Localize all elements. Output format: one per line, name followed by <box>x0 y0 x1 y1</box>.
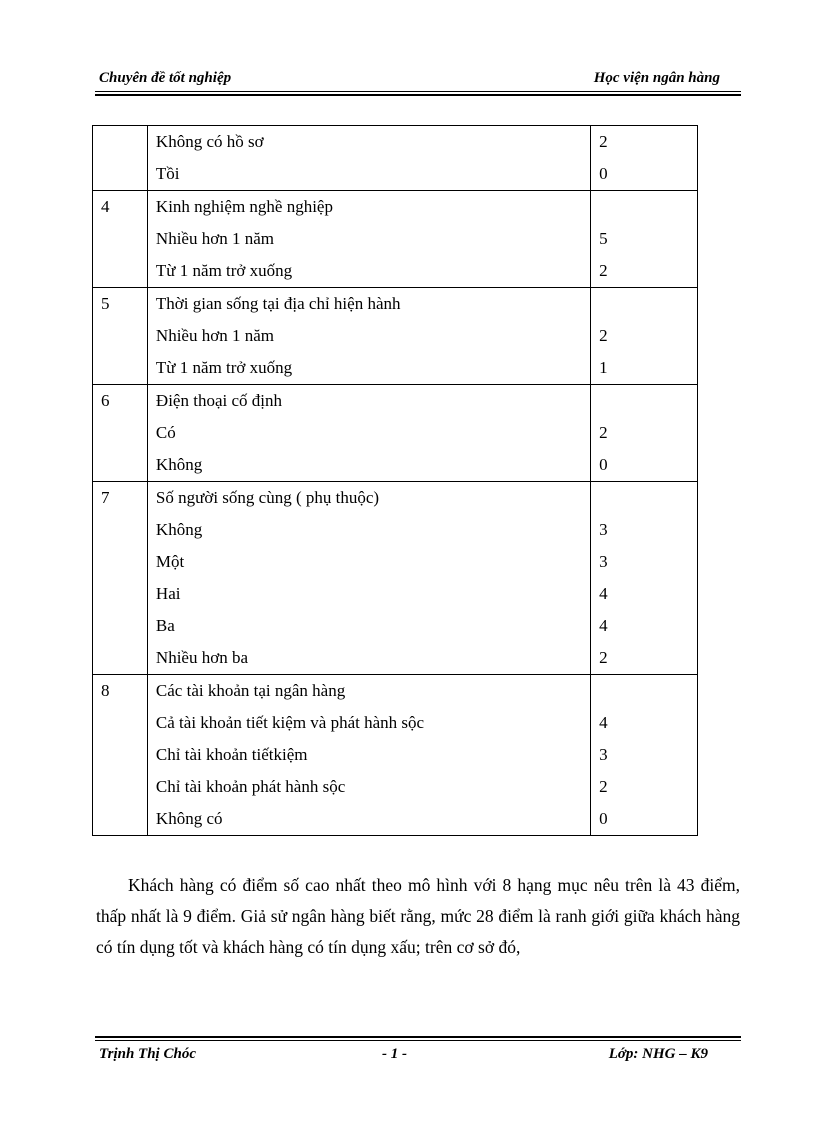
option-label: Có <box>147 417 590 449</box>
table-row <box>93 288 698 321</box>
page-header <box>97 70 722 90</box>
option-score: 3 <box>591 546 698 578</box>
table-row <box>93 255 698 288</box>
row-number: 8 <box>93 675 148 708</box>
option-score: 3 <box>591 514 698 546</box>
option-score: 0 <box>591 158 698 191</box>
option-label: Nhiều hơn 1 năm <box>147 320 590 352</box>
row-number-empty <box>93 417 148 449</box>
option-label: Nhiều hơn 1 năm <box>147 223 590 255</box>
table-row <box>93 578 698 610</box>
body-text <box>96 870 740 963</box>
row-number-empty <box>93 578 148 610</box>
footer-page-number: - 1 - <box>382 1046 407 1062</box>
row-number-empty <box>93 707 148 739</box>
footer-rule-thin <box>95 1040 741 1041</box>
option-label: Chỉ tài khoản tiếtkiệm <box>147 739 590 771</box>
option-label: Hai <box>147 578 590 610</box>
option-score: 2 <box>591 771 698 803</box>
row-number: 7 <box>93 482 148 515</box>
row-number: 6 <box>93 385 148 418</box>
table-row <box>93 546 698 578</box>
header-rule-thin <box>95 91 741 92</box>
table-row <box>93 385 698 418</box>
option-label: Ba <box>147 610 590 642</box>
body-paragraph: Khách hàng có điểm số cao nhất theo mô hình với 8 hạng mục nêu trên là 43 điểm, thấp nhất là 9 điểm. Giả sử ngân hàng biết rằng, mức 28 điểm là ranh giới giữa khách hàng có tín dụng tốt và khách hàng có tín dụng xấu; trên cơ sở đó, <box>96 875 740 957</box>
row-number-empty <box>93 352 148 385</box>
option-label: Chỉ tài khoản phát hành sộc <box>147 771 590 803</box>
option-score: 2 <box>591 642 698 675</box>
table-row <box>93 514 698 546</box>
table-row <box>93 126 698 159</box>
option-label: Không <box>147 449 590 482</box>
option-label: Từ 1 năm trở xuống <box>147 352 590 385</box>
option-score: 4 <box>591 610 698 642</box>
option-score: 4 <box>591 578 698 610</box>
criterion-title: Số người sống cùng ( phụ thuộc) <box>147 482 590 515</box>
option-score: 2 <box>591 417 698 449</box>
criterion-score <box>591 288 698 321</box>
table-row <box>93 417 698 449</box>
row-number-empty <box>93 546 148 578</box>
table-row <box>93 610 698 642</box>
option-label: Một <box>147 546 590 578</box>
row-number-empty <box>93 642 148 675</box>
criterion-score <box>591 385 698 418</box>
criterion-title: Không có hồ sơ <box>147 126 590 159</box>
option-score: 5 <box>591 223 698 255</box>
table-row <box>93 158 698 191</box>
table-row <box>93 707 698 739</box>
table-row <box>93 223 698 255</box>
row-number-empty <box>93 739 148 771</box>
row-number-empty <box>93 223 148 255</box>
header-left-title: Chuyên đề tốt nghiệp <box>99 70 232 86</box>
criterion-score <box>591 675 698 708</box>
criterion-title: Thời gian sống tại địa chỉ hiện hành <box>147 288 590 321</box>
table-row <box>93 803 698 836</box>
option-label: Cả tài khoản tiết kiệm và phát hành sộc <box>147 707 590 739</box>
criterion-score <box>591 482 698 515</box>
criterion-score: 2 <box>591 126 698 159</box>
row-number: 4 <box>93 191 148 224</box>
criterion-title: Điện thoại cố định <box>147 385 590 418</box>
row-number-empty <box>93 255 148 288</box>
footer-author: Trịnh Thị Chóc <box>99 1046 196 1062</box>
table-row <box>93 449 698 482</box>
scoring-table <box>92 125 698 836</box>
table-row <box>93 739 698 771</box>
option-label: Không <box>147 514 590 546</box>
criterion-title: Kinh nghiệm nghề nghiệp <box>147 191 590 224</box>
table-row <box>93 642 698 675</box>
option-score: 4 <box>591 707 698 739</box>
table-row <box>93 320 698 352</box>
row-number-empty <box>93 771 148 803</box>
row-number-empty <box>93 449 148 482</box>
criterion-title: Các tài khoản tại ngân hàng <box>147 675 590 708</box>
option-label: Không có <box>147 803 590 836</box>
option-score: 2 <box>591 255 698 288</box>
row-number: 5 <box>93 288 148 321</box>
table-row <box>93 482 698 515</box>
table-row <box>93 675 698 708</box>
option-label: Tồi <box>147 158 590 191</box>
row-number-empty <box>93 514 148 546</box>
row-number-empty <box>93 610 148 642</box>
row-number <box>93 126 148 159</box>
table-row <box>93 191 698 224</box>
option-label: Nhiều hơn ba <box>147 642 590 675</box>
option-score: 1 <box>591 352 698 385</box>
option-score: 0 <box>591 803 698 836</box>
criterion-score <box>591 191 698 224</box>
option-label: Từ 1 năm trở xuống <box>147 255 590 288</box>
option-score: 2 <box>591 320 698 352</box>
table-row <box>93 352 698 385</box>
option-score: 3 <box>591 739 698 771</box>
row-number-empty <box>93 803 148 836</box>
footer-class: Lớp: NHG – K9 <box>608 1046 708 1062</box>
row-number-empty <box>93 320 148 352</box>
header-rule-thick <box>95 94 741 96</box>
page-footer <box>97 1046 722 1066</box>
table-row <box>93 771 698 803</box>
footer-rule-thick <box>95 1036 741 1038</box>
header-right-title: Học viện ngân hàng <box>593 70 720 86</box>
option-score: 0 <box>591 449 698 482</box>
row-number-empty <box>93 158 148 191</box>
